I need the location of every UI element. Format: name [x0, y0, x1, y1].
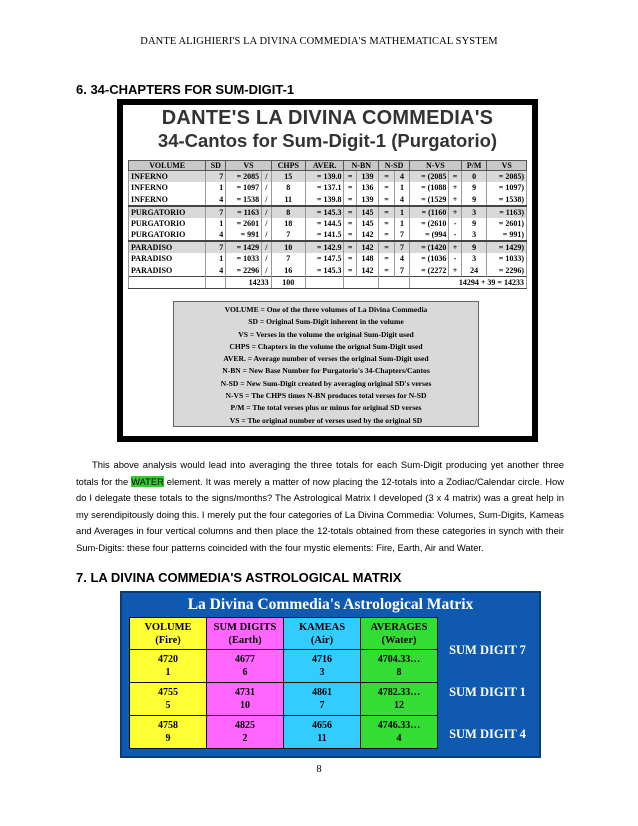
col-header-vs: VS [226, 161, 271, 171]
cantos-row [129, 218, 527, 230]
cantos-cell: / [262, 241, 271, 253]
matrix-cell-total: 4758 [158, 720, 178, 731]
cantos-row [129, 265, 527, 277]
section-heading-7: 7. LA DIVINA COMMEDIA'S ASTROLOGICAL MATRIX [76, 570, 402, 585]
cantos-cell: = [344, 253, 356, 265]
cantos-cell: 139 [356, 171, 378, 183]
cantos-cell: / [262, 182, 271, 194]
page-number: 8 [316, 764, 322, 775]
cantos-totals-row [129, 276, 527, 288]
matrix-cell [361, 716, 438, 749]
cantos-row [129, 194, 527, 206]
cantos-cell: = [379, 182, 395, 194]
cantos-cell: 136 [356, 182, 378, 194]
legend-line: AVER. = Average number of verses the original Sum-Digit used [223, 354, 429, 364]
cantos-cell: = 1538) [487, 194, 527, 206]
matrix-cell [207, 650, 284, 683]
total-chps: 100 [271, 276, 305, 288]
matrix-cell [284, 683, 361, 716]
cantos-cell: PARADISO [129, 253, 206, 265]
sum-digit-text: SUM DIGIT 7 [449, 643, 526, 657]
cantos-cell: 1 [206, 218, 226, 230]
cantos-cell: = [344, 206, 356, 218]
matrix-cell-sign-number: 7 [319, 700, 325, 711]
cantos-cell: = 1097 [226, 182, 262, 194]
matrix-cell-total: 4861 [312, 687, 332, 698]
matrix-cell-total: 4782.33… [377, 687, 421, 698]
cantos-cell: = (1088 [409, 182, 448, 194]
cantos-cell: 142 [356, 241, 378, 253]
cantos-cell: = [449, 171, 461, 183]
matrix-body [130, 650, 438, 749]
cantos-cell: = (2610 [409, 218, 448, 230]
col-header-volume: VOLUME [129, 161, 206, 171]
cantos-cell: / [262, 265, 271, 277]
cantos-cell: 1 [206, 182, 226, 194]
header-element: (Water) [381, 634, 417, 646]
matrix-cell-total: 4704.33… [377, 654, 421, 665]
cantos-cell: = 1429 [226, 241, 262, 253]
cantos-cell: PARADISO [129, 265, 206, 277]
cantos-cell: 7 [394, 265, 409, 277]
cantos-cell: = 142.9 [305, 241, 344, 253]
cantos-row [129, 182, 527, 194]
sum-digit-label [440, 685, 535, 700]
legend-line: SD = Original Sum-Digit inherent in the volume [248, 317, 404, 327]
cantos-cell: = [344, 229, 356, 241]
cantos-cell: + [449, 194, 461, 206]
cantos-cell: = 141.5 [305, 229, 344, 241]
cantos-cell: = (2272 [409, 265, 448, 277]
total-vs: 14233 [226, 276, 271, 288]
cantos-cell: = [379, 206, 395, 218]
cantos-cell: 18 [271, 218, 305, 230]
astrological-matrix [129, 617, 438, 749]
sum-digit-text: SUM DIGIT 4 [449, 727, 526, 741]
paragraph-text-end: element. It was merely a matter of now placing the 12-totals into a Zodiac/Calendar circle. How do I delegate these totals to the signs/months? The Astrological Matrix I developed (3 x 4 matrix) was a great help in my serendipitously doing this. I merely put the four categories of La Divina Commedia: Volumes, Sum-Digits, Kameas and Averages in four vertical columns and then place the 12-totals obtained from these categories in synch with their Sum-Digits: these four patterns coincided with the four mystic elements: Fire, Earth, Air and Water. [76, 475, 565, 553]
cantos-cell: = [344, 218, 356, 230]
cantos-cell: PURGATORIO [129, 218, 206, 230]
matrix-cell-sign-number: 9 [165, 733, 171, 744]
matrix-cell-sign-number: 4 [396, 733, 402, 744]
legend-line: N-SD = New Sum-Digit created by averaging original SD's verses [220, 378, 432, 388]
col-header-nvs: N-VS [409, 161, 461, 171]
cantos-cell: / [262, 206, 271, 218]
matrix-title: La Divina Commedia's Astrological Matrix [187, 596, 474, 613]
header-element: (Fire) [155, 634, 181, 646]
cantos-cell: 9 [461, 182, 487, 194]
cantos-cell: 4 [206, 229, 226, 241]
matrix-cell [130, 683, 207, 716]
cantos-cell: 24 [461, 265, 487, 277]
cantos-row [129, 229, 527, 241]
cantos-figure-panel [123, 105, 532, 436]
cantos-cell: 7 [394, 241, 409, 253]
cantos-cell: 4 [206, 194, 226, 206]
cantos-cell: = (994 [409, 229, 448, 241]
cantos-cell: 7 [271, 229, 305, 241]
cantos-cell: 7 [206, 241, 226, 253]
matrix-header-volume [130, 618, 207, 650]
header-element: (Air) [310, 634, 334, 646]
cantos-cell: = [344, 241, 356, 253]
matrix-cell [207, 716, 284, 749]
cantos-cell: / [262, 253, 271, 265]
cantos-cell: = 1097) [487, 182, 527, 194]
matrix-header-kameas [284, 618, 361, 650]
cantos-cell: = 139.0 [305, 171, 344, 183]
matrix-cell-sign-number: 12 [394, 700, 404, 711]
cantos-cell: 0 [461, 171, 487, 183]
cantos-cell: = 1429) [487, 241, 527, 253]
cantos-cell: = 1033) [487, 253, 527, 265]
matrix-cell-sign-number: 1 [165, 667, 171, 678]
cantos-cell: 16 [271, 265, 305, 277]
cantos-cell: = (1420 [409, 241, 448, 253]
cantos-cell: 1 [206, 253, 226, 265]
cantos-cell: = 145.3 [305, 206, 344, 218]
cantos-cell: = [379, 241, 395, 253]
cantos-cell: = [379, 218, 395, 230]
cantos-cell: 3 [461, 206, 487, 218]
cantos-cell: = [344, 194, 356, 206]
cantos-cell: 15 [271, 171, 305, 183]
matrix-cell [284, 716, 361, 749]
cantos-legend [173, 301, 479, 427]
running-header: DANTE ALIGHIERI'S LA DIVINA COMMEDIA'S MATHEMATICAL SYSTEM [140, 36, 498, 47]
cantos-cell: 8 [271, 182, 305, 194]
col-header-pm: P/M [461, 161, 487, 171]
cantos-cell: 10 [271, 241, 305, 253]
cantos-cell: = (1036 [409, 253, 448, 265]
matrix-cell-total: 4716 [312, 654, 332, 665]
cantos-cell: = 2601) [487, 218, 527, 230]
cantos-table-body [129, 171, 527, 277]
matrix-cell-total: 4825 [235, 720, 255, 731]
matrix-cell-sign-number: 5 [165, 700, 171, 711]
matrix-cell [361, 683, 438, 716]
cantos-cell: = (1529 [409, 194, 448, 206]
legend-line: N-VS = The CHPS times N-BN produces total verses for N-SD [225, 391, 427, 401]
matrix-cell [284, 650, 361, 683]
total-nvs: 14294 + 39 = 14233 [409, 276, 526, 288]
cantos-cell: - [449, 253, 461, 265]
matrix-cell-sign-number: 2 [242, 733, 248, 744]
cantos-cell: 142 [356, 229, 378, 241]
col-header-vs-orig: VS [487, 161, 527, 171]
sum-digit-text: SUM DIGIT 1 [449, 685, 526, 699]
matrix-header-sum-digits [207, 618, 284, 650]
col-header-nsd: N-SD [379, 161, 410, 171]
header-element: (Earth) [228, 634, 262, 646]
cantos-cell: = [379, 253, 395, 265]
sum-digit-label [440, 643, 535, 658]
cantos-cell: = 2296) [487, 265, 527, 277]
cantos-cell: = 144.5 [305, 218, 344, 230]
cantos-cell: = 2601 [226, 218, 262, 230]
cantos-cell: / [262, 229, 271, 241]
cantos-cell: 7 [206, 171, 226, 183]
cantos-table [128, 160, 527, 289]
cantos-cell: 4 [394, 171, 409, 183]
matrix-cell [361, 650, 438, 683]
cantos-cell: PURGATORIO [129, 229, 206, 241]
cantos-cell: = [344, 265, 356, 277]
cantos-cell: = [379, 194, 395, 206]
cantos-cell: = 1163) [487, 206, 527, 218]
cantos-row [129, 206, 527, 218]
cantos-figure-subtitle: 34-Cantos for Sum-Digit-1 (Purgatorio) [157, 130, 498, 151]
cantos-cell: - [449, 218, 461, 230]
matrix-row [130, 716, 438, 749]
cantos-cell: INFERNO [129, 182, 206, 194]
body-paragraph [76, 457, 564, 557]
matrix-cell [130, 650, 207, 683]
legend-line: N-BN = New Base Number for Purgatorio's 34-Chapters/Cantos [222, 366, 430, 376]
cantos-cell: = (1160 [409, 206, 448, 218]
matrix-cell-sign-number: 3 [319, 667, 325, 678]
cantos-cell: = 147.5 [305, 253, 344, 265]
cantos-cell: = 145.3 [305, 265, 344, 277]
cantos-cell: 8 [271, 206, 305, 218]
cantos-cell: + [449, 265, 461, 277]
section-heading-6: 6. 34-CHAPTERS FOR SUM-DIGIT-1 [76, 82, 295, 97]
cantos-cell: 9 [461, 218, 487, 230]
matrix-row [130, 650, 438, 683]
matrix-cell-total: 4720 [158, 654, 178, 665]
cantos-cell: 11 [271, 194, 305, 206]
cantos-cell: 1 [394, 182, 409, 194]
matrix-header-row [130, 618, 438, 650]
cantos-cell: 142 [356, 265, 378, 277]
cantos-cell: = 2085) [487, 171, 527, 183]
cantos-cell: INFERNO [129, 194, 206, 206]
legend-line: VS = Verses in the volume the original Sum-Digit used [238, 329, 414, 339]
header-name: VOLUME [144, 621, 192, 633]
matrix-cell-total: 4746.33… [377, 720, 421, 731]
cantos-cell: 145 [356, 206, 378, 218]
astrological-matrix-figure [120, 591, 541, 758]
cantos-cell: 4 [206, 265, 226, 277]
sum-digit-label [440, 727, 535, 742]
header-name: KAMEAS [298, 621, 346, 633]
matrix-header-averages [361, 618, 438, 650]
cantos-cell: 4 [394, 253, 409, 265]
legend-line: VOLUME = One of the three volumes of La Divina Commedia [224, 305, 428, 314]
matrix-cell-sign-number: 6 [242, 667, 248, 678]
cantos-cell: = [379, 171, 395, 183]
cantos-cell: 4 [394, 194, 409, 206]
header-name: AVERAGES [370, 621, 428, 633]
cantos-cell: = [344, 182, 356, 194]
cantos-cell: = 137.1 [305, 182, 344, 194]
cantos-cell: = 2085 [226, 171, 262, 183]
cantos-row [129, 171, 527, 183]
cantos-cell: 3 [461, 253, 487, 265]
col-header-sd: SD [206, 161, 226, 171]
matrix-cell-total: 4755 [158, 687, 178, 698]
header-name: SUM DIGITS [213, 621, 277, 633]
cantos-cell: 7 [394, 229, 409, 241]
cantos-figure-title: DANTE'S LA DIVINA COMMEDIA'S [161, 107, 494, 129]
cantos-cell: 9 [461, 241, 487, 253]
matrix-cell-total: 4656 [312, 720, 332, 731]
col-header-nbn: N-BN [344, 161, 379, 171]
matrix-cell [130, 716, 207, 749]
col-header-aver: AVER. [305, 161, 344, 171]
col-header-chps: CHPS [271, 161, 305, 171]
cantos-cell: 148 [356, 253, 378, 265]
legend-line: P/M = The total verses plus or minus for original SD verses [230, 403, 422, 413]
water-highlight: WATER [131, 475, 164, 487]
cantos-cell: = (2085 [409, 171, 448, 183]
cantos-cell: 9 [461, 194, 487, 206]
cantos-row [129, 253, 527, 265]
cantos-cell: = 991) [487, 229, 527, 241]
cantos-cell: / [262, 194, 271, 206]
cantos-cell: 139 [356, 194, 378, 206]
cantos-cell: = 139.8 [305, 194, 344, 206]
matrix-cell-sign-number: 10 [240, 700, 250, 711]
cantos-cell: - [449, 229, 461, 241]
cantos-cell: 7 [206, 206, 226, 218]
cantos-cell: + [449, 241, 461, 253]
cantos-cell: = [344, 171, 356, 183]
cantos-cell: 1 [394, 206, 409, 218]
paragraph-text-start: This above analysis would lead into averaging the three totals for each Sum-Digit producing yet another three totals for the [76, 459, 564, 487]
cantos-cell: 145 [356, 218, 378, 230]
matrix-cell-total: 4731 [235, 687, 255, 698]
legend-line: VS = The original number of verses used by the original SD [229, 415, 423, 425]
cantos-cell: / [262, 218, 271, 230]
cantos-figure [117, 99, 538, 442]
cantos-cell: = 2296 [226, 265, 262, 277]
cantos-cell: = [379, 229, 395, 241]
cantos-cell: = 991 [226, 229, 262, 241]
cantos-row [129, 241, 527, 253]
cantos-cell: 1 [394, 218, 409, 230]
cantos-table-header [129, 161, 527, 171]
cantos-cell: = 1538 [226, 194, 262, 206]
cantos-cell: + [449, 206, 461, 218]
matrix-cell-sign-number: 11 [317, 733, 327, 744]
cantos-cell: 7 [271, 253, 305, 265]
cantos-cell: = [379, 265, 395, 277]
cantos-cell: / [262, 171, 271, 183]
matrix-row [130, 683, 438, 716]
cantos-cell: 3 [461, 229, 487, 241]
matrix-cell [207, 683, 284, 716]
matrix-cell-total: 4677 [235, 654, 255, 665]
cantos-cell: INFERNO [129, 171, 206, 183]
cantos-cell: + [449, 182, 461, 194]
cantos-cell: PURGATORIO [129, 206, 206, 218]
cantos-cell: PARADISO [129, 241, 206, 253]
cantos-cell: = 1033 [226, 253, 262, 265]
legend-line: CHPS = Chapters in the volume the orignal Sum-Digit used [229, 341, 423, 351]
matrix-cell-sign-number: 8 [396, 667, 402, 678]
cantos-cell: = 1163 [226, 206, 262, 218]
